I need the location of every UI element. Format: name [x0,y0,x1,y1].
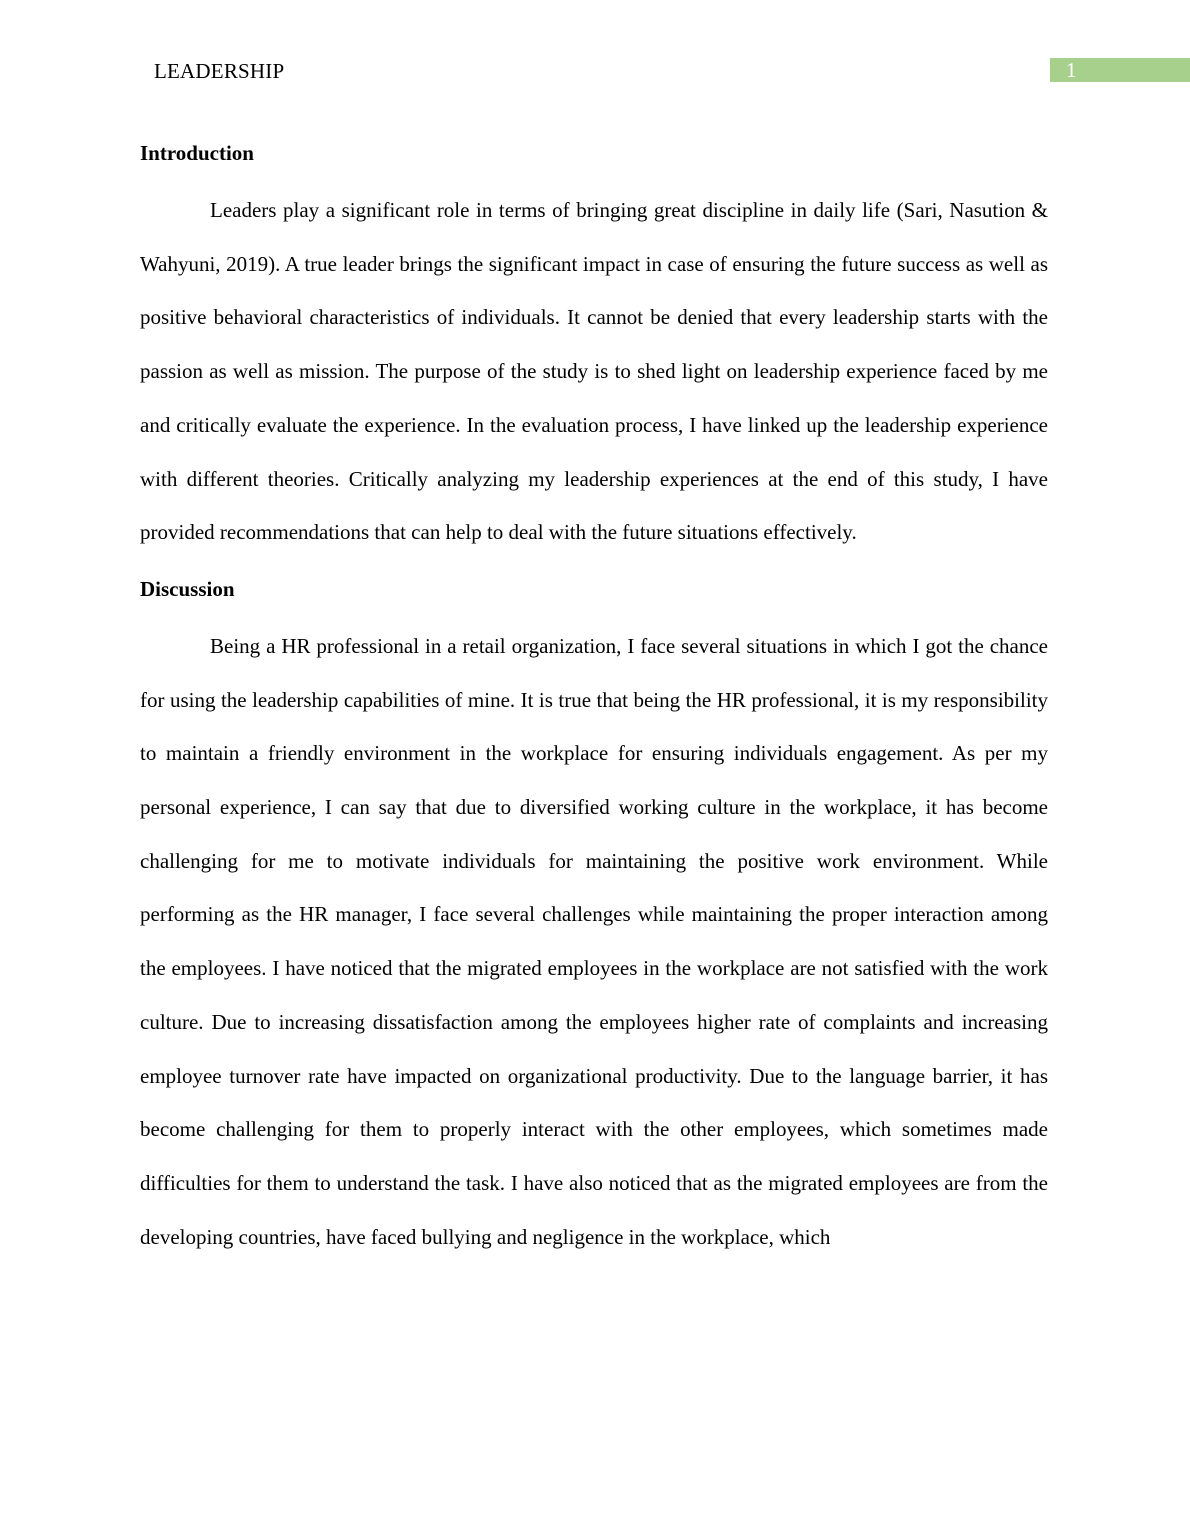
document-body [140,138,1048,1264]
page-number: 1 [1066,58,1077,82]
page-number-badge [1050,58,1190,82]
section-heading-discussion: Discussion [140,576,235,601]
section-heading-introduction: Introduction [140,141,254,165]
discussion-paragraph: Being a HR professional in a retail organization, I face several situations in which I got the chance for using the leadership capabilities of mine. It is true that being the HR professional, it is my responsibility to maintain a friendly environment in the workplace for ensuring individuals engagement. As per my personal experience, I can say that due to diversified working culture in the workplace, it has become challenging for me to motivate individuals for maintaining the positive work environment. While performing as the HR manager, I face several challenges while maintaining the proper interaction among the employees. I have noticed that the migrated employees in the workplace are not satisfied with the work culture. Due to increasing dissatisfaction among the employees higher rate of complaints and increasing employee turnover rate have impacted on organizational productivity. Due to the language barrier, it has become challenging for them to properly interact with the other employees, which sometimes made difficulties for them to understand the task. I have also noticed that as the migrated employees are from the developing countries, have faced bullying and negligence in the workplace, which [140,633,1048,1249]
running-head: LEADERSHIP [154,59,285,83]
introduction-paragraph: Leaders play a significant role in terms of bringing great discipline in daily life (Sari, Nasution & Wahyuni, 2019). A true leader brings the significant impact in case of ensuring the future success as well as positive behavioral characteristics of individuals. It cannot be denied that every leadership starts with the passion as well as mission. The purpose of the study is to shed light on leadership experience faced by me and critically evaluate the experience. In the evaluation process, I have linked up the leadership experience with different theories. Critically analyzing my leadership experiences at the end of this study, I have provided recommendations that can help to deal with the future situations effectively. [140,198,1048,545]
